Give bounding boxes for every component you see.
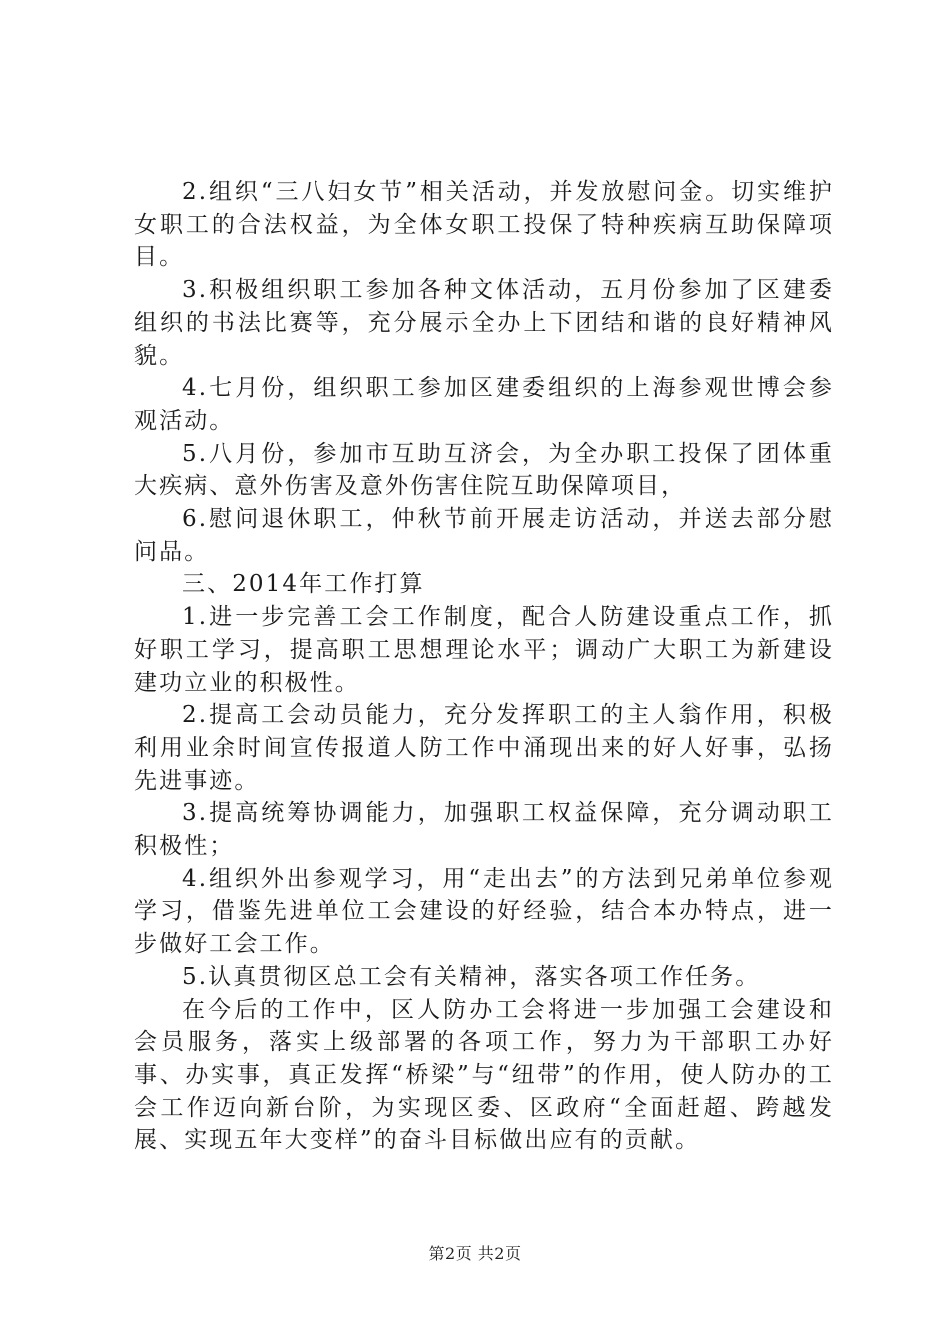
plan-item-3: 3.提高统筹协调能力，加强职工权益保障，充分调动职工积极性； (134, 800, 834, 860)
paragraph-item-6: 6.慰问退休职工，仲秋节前开展走访活动，并送去部分慰问品。 (134, 506, 834, 565)
paragraph-item-4: 4.七月份，组织职工参加区建委组织的上海参观世博会参观活动。 (134, 375, 834, 434)
paragraph-item-3: 3.积极组织职工参加各种文体活动，五月份参加了区建委组织的书法比赛等，充分展示全办上下团结和谐的良好精神风貌。 (134, 277, 834, 369)
section-heading-2014-plan: 三、2014年工作打算 (182, 571, 425, 598)
document-body (134, 176, 834, 1157)
paragraph-item-5: 5.八月份，参加市互助互济会，为全办职工投保了团体重大疾病、意外伤害及意外伤害住院互助保障项目， (134, 440, 834, 500)
plan-item-4: 4.组织外出参观学习，用“走出去”的方法到兄弟单位参观学习，借鉴先进单位工会建设的好经验，结合本办特点，进一步做好工会工作。 (134, 865, 834, 958)
plan-item-5: 5.认真贯彻区总工会有关精神，落实各项工作任务。 (182, 963, 761, 990)
page-number-footer: 第2页 共2页 (428, 1244, 522, 1263)
plan-item-1: 1.进一步完善工会工作制度，配合人防建设重点工作，抓好职工学习，提高职工思想理论水平；调动广大职工为新建设建功立业的积极性。 (134, 604, 834, 696)
paragraph-item-2: 2.组织“三八妇女节”相关活动，并发放慰问金。切实维护女职工的合法权益，为全体女职工投保了特种疾病互助保障项目。 (134, 179, 834, 271)
closing-paragraph: 在今后的工作中，区人防办工会将进一步加强工会建设和会员服务，落实上级部署的各项工作，努力为干部职工办好事、办实事，真正发挥“桥梁”与“纽带”的作用，使人防办的工会工作迈向新台阶，为实现区委、区政府“全面赶超、跨越发展、实现五年大变样”的奋斗目标做出应有的贡献。 (134, 996, 834, 1154)
plan-item-2: 2.提高工会动员能力，充分发挥职工的主人翁作用，积极利用业余时间宣传报道人防工作中涌现出来的好人好事，弘扬先进事迹。 (134, 702, 834, 794)
